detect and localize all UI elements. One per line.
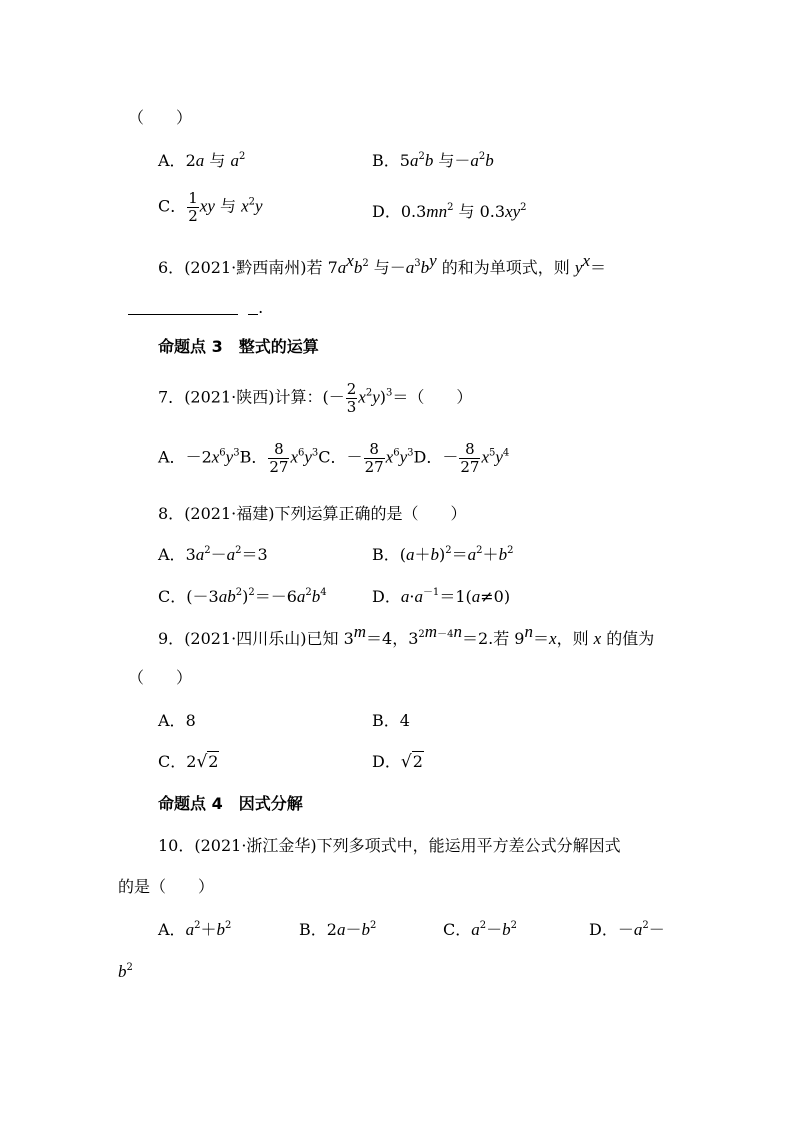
q5-option-a: A．2a 与 $a^2$ [158,151,246,170]
q10-option-d-wrap: $b^2$ [118,962,133,981]
q10-option-a: A．$a^2+b^2$ [158,920,232,939]
fraction: $\frac{1}{2}$ [188,189,198,225]
q8-option-a: A．$3a^2-a^2=3$ [158,545,268,564]
q10-option-d: D．$-a^2-$ [589,920,665,939]
question-10: 10．(2021·浙江金华)下列多项式中，能运用平方差公式分解因式 [158,836,621,855]
question-5-paren: （ ） [128,108,193,127]
q9-option-c: C．2√2 [158,752,219,772]
q8-option-b: B．$(a+b)^2=a^2+b^2$ [372,545,514,564]
q10-option-b: B．$2a-b^2$ [299,920,377,939]
section-heading-3: 命题点 3 整式的运算 [158,337,319,356]
q8-option-c: C．$(-3ab^2)^2=-6a^2b^4$ [158,587,327,606]
question-8: 8．(2021·福建)下列运算正确的是（ ） [158,504,467,523]
question-10-line2: 的是（ ） [118,877,215,896]
q7-options: A．$-2x^6y^3B$． $\frac{8}{27}$ $x^6y^3C$．－ $\frac{8}{27}$ $x^6y^3D$．－ $\frac{8}{27}$ $x^5y^4$ [158,440,510,476]
question-9: 9．(2021·四川乐山)已知 $3^m=4$，$3^{2m-4n}=2$.若 $9^n=x$，则 x 的值为 [158,622,655,648]
q9-option-a: A．8 [158,711,196,730]
q10-option-c: C．$a^2-b^2$ [443,920,518,939]
section-heading-4: 命题点 4 因式分解 [158,794,303,813]
q9-option-d: D．√2 [372,752,423,772]
question-6: 6．(2021·黔西南州)若 $7a^xb^2$ 与$-a^3b^y$ 的和为单项式，则 $y^x=$ [158,251,606,277]
question-9-paren: （ ） [128,668,193,687]
q5-option-c: C． $\frac{1}{2}$ xy 与 $x^2y$ [158,189,263,225]
question-7: 7．(2021·陕西)计算：(－ $\frac{2}{3}$ $x^2y)^3=$（ ） [158,380,473,416]
q9-option-b: B．4 [372,711,410,730]
q5-option-b: B．$5a^2b$ 与$-a^2b$ [372,151,494,170]
q8-option-d: D．$a\cdot a^{-1}=1(a\ne 0)$ [372,587,511,606]
question-6-answer-blank: . [128,300,263,316]
q5-option-d: D．$0.3mn^2$ 与 $0.3xy^2$ [372,202,527,221]
